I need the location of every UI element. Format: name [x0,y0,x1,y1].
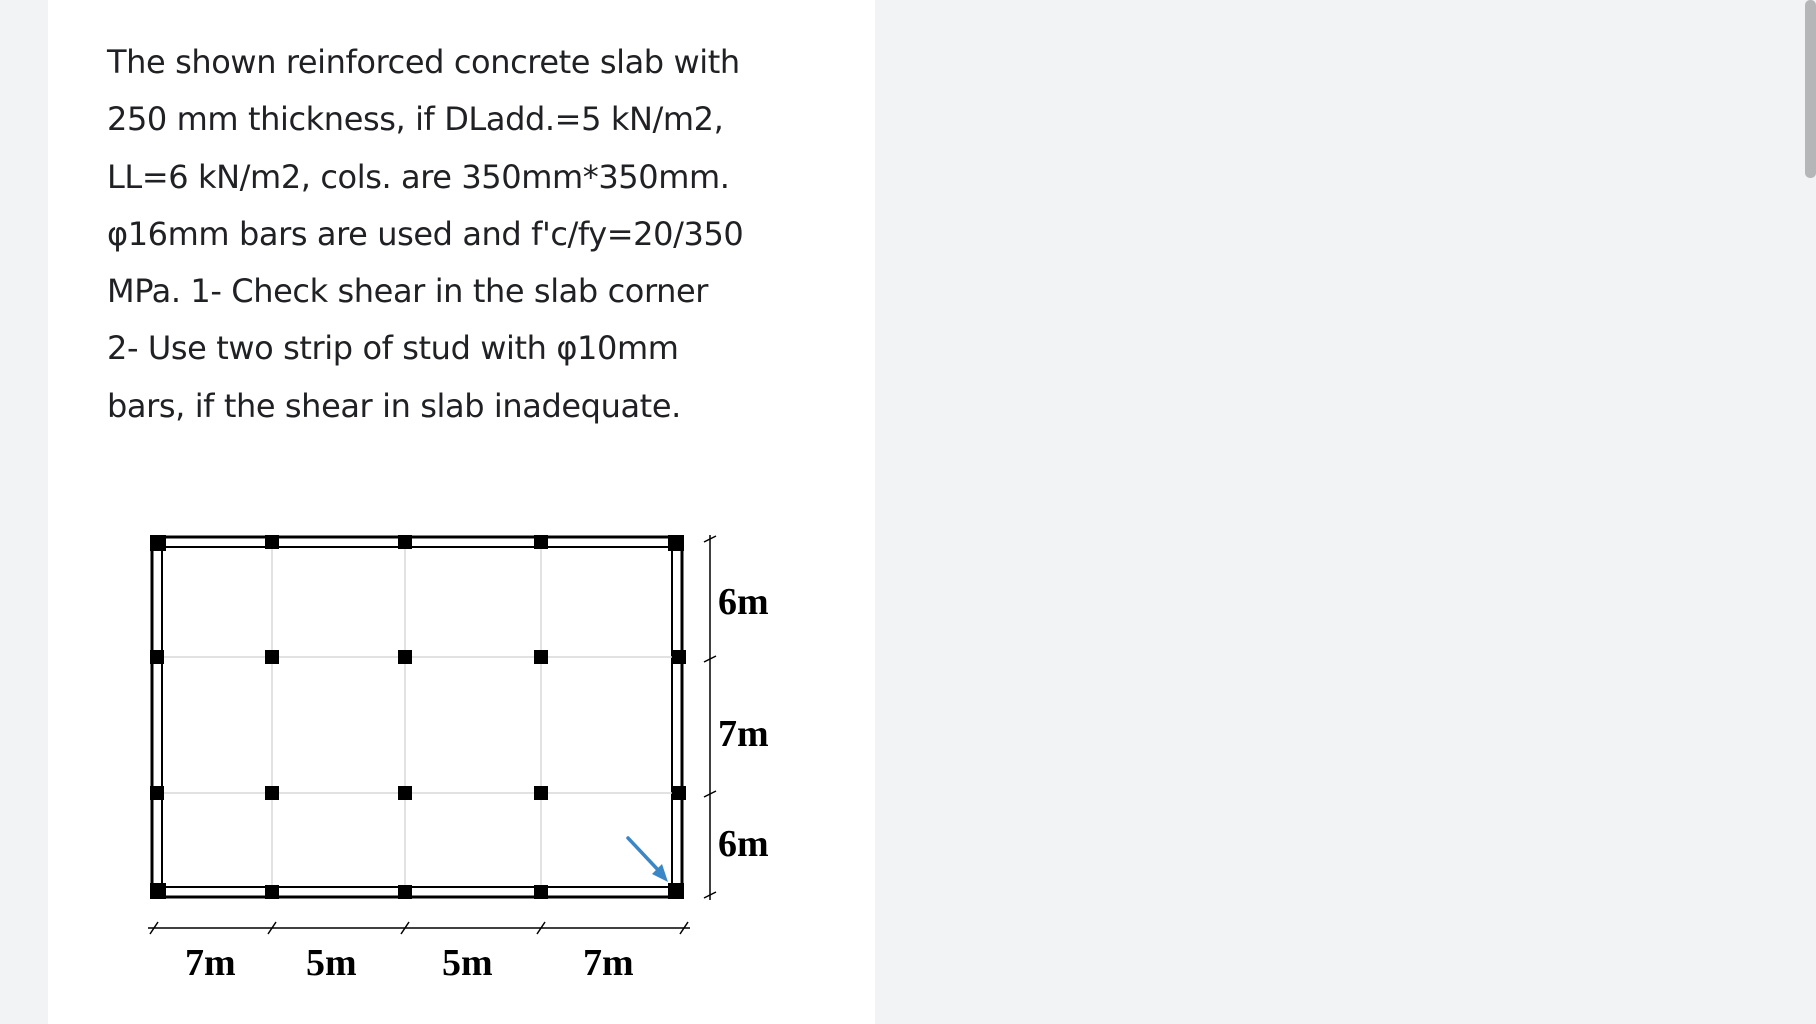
question-line: MPa. 1- Check shear in the slab corner [107,272,709,311]
question-line: The shown reinforced concrete slab with [107,43,740,81]
question-text [107,34,827,435]
question-line: 250 mm thickness, if DLadd.=5 kN/m2, [107,100,724,139]
span-label-x: 5m [442,942,493,984]
edge-column [672,786,686,800]
edge-column [150,786,164,800]
interior-column [534,786,548,800]
edge-column [534,535,548,549]
span-label-y: 6m [718,823,769,865]
span-label-y: 6m [718,581,769,623]
edge-column [265,535,279,549]
span-label-x: 7m [583,942,634,984]
corner-column [150,535,166,551]
corner-arrow-icon [628,838,668,882]
corner-column [668,535,684,551]
corner-column [668,883,684,899]
interior-column [398,786,412,800]
edge-column [398,885,412,899]
edge-column [398,535,412,549]
question-line: LL=6 kN/m2, cols. are 350mm*350mm. [107,157,730,196]
grid-lines [162,547,672,887]
vertical-dimension [704,535,716,900]
corner-column [150,883,166,899]
edge-column [150,650,164,664]
slab-outline-inner [162,547,672,887]
slab-outline-outer [152,537,682,897]
slab-plan-diagram [140,525,769,995]
edge-column [534,885,548,899]
interior-column [265,786,279,800]
interior-column [398,650,412,664]
question-line: 2- Use two strip of stud with φ10mm [107,329,679,368]
span-label-x: 7m [185,942,236,984]
scrollbar[interactable] [898,0,922,1024]
columns [150,535,686,899]
span-label-y: 7m [718,713,769,755]
span-label-x: 5m [306,942,357,984]
interior-column [534,650,548,664]
question-line: φ16mm bars are used and f'c/fy=20/350 [107,214,744,253]
interior-column [265,650,279,664]
arrow-shaft [628,838,660,872]
question-line: bars, if the shear in slab inadequate. [107,386,681,425]
edge-column [672,650,686,664]
horizontal-dimension [148,922,690,934]
edge-column [265,885,279,899]
scrollbar-thumb[interactable] [1805,0,1816,178]
